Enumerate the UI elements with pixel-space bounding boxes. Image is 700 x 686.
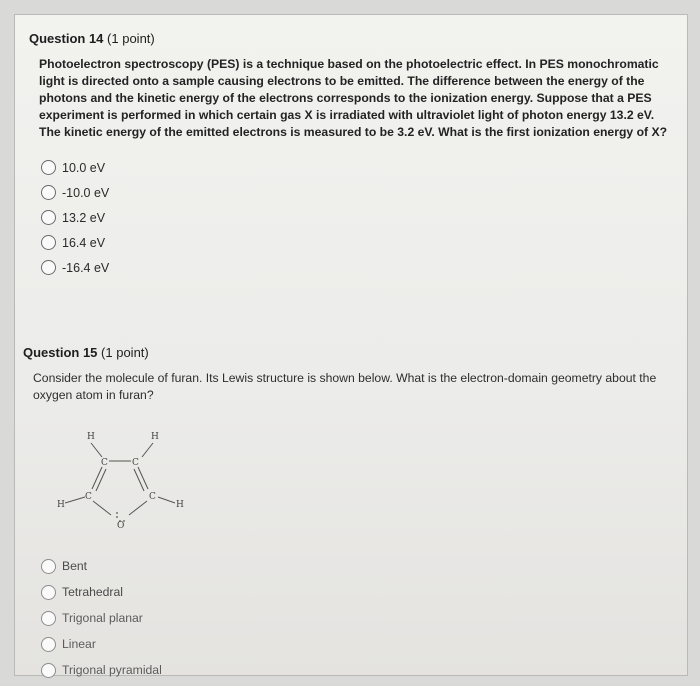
q15-option-2[interactable] <box>41 579 162 605</box>
atom-h-top-left: H <box>87 432 95 442</box>
bond-c-c-left-b <box>96 469 106 491</box>
atom-c-top-right: C <box>132 458 139 468</box>
q15-option-3[interactable] <box>41 605 162 631</box>
radio-icon[interactable] <box>41 585 56 600</box>
q15-option-5[interactable] <box>41 657 162 683</box>
bond-c-o-left <box>93 501 111 515</box>
question-14-stem: Photoelectron spectroscopy (PES) is a technique based on the photoelectric effect. In PES monochromatic light is directed onto a sample causing electrons to be emitted. The difference between the energy of the photons and the kinetic energy of the electrons corresponds to the ionization energy. Suppose that a PES experiment is performed in which certain gas X is irradiated with ultraviolet light of photon energy 13.2 eV. The kinetic energy of the emitted electrons is measured to be 3.2 eV. What is the first ionization energy of X? <box>39 57 668 139</box>
q15-option-1[interactable] <box>41 553 162 579</box>
question-15-title: Question 15 <box>23 345 98 360</box>
radio-icon[interactable] <box>41 160 56 175</box>
bond-h-top-left <box>91 443 102 457</box>
question-14-header <box>29 31 669 46</box>
q14-option-1[interactable] <box>41 155 669 180</box>
bond-c-c-left-a <box>92 467 102 489</box>
furan-lewis-structure <box>45 425 205 533</box>
q14-option-3[interactable] <box>41 205 669 230</box>
q14-option-5[interactable] <box>41 255 669 280</box>
bond-c-c-right-a <box>138 467 148 489</box>
radio-icon[interactable] <box>41 559 56 574</box>
q15-option-4[interactable] <box>41 631 162 657</box>
atom-c-left: C <box>85 492 92 502</box>
q14-option-label: -10.0 eV <box>62 185 110 200</box>
question-15-points: (1 point) <box>101 345 149 360</box>
atom-oxygen: O <box>117 521 125 531</box>
lone-pair-dot <box>116 512 118 514</box>
q15-option-label: Trigonal planar <box>62 611 143 625</box>
radio-icon[interactable] <box>41 185 56 200</box>
atom-c-top-left: C <box>101 458 108 468</box>
bond-h-top-right <box>142 443 153 457</box>
question-14-points: (1 point) <box>107 31 155 46</box>
radio-icon[interactable] <box>41 611 56 626</box>
radio-icon[interactable] <box>41 663 56 678</box>
q14-option-4[interactable] <box>41 230 669 255</box>
q15-option-label: Linear <box>62 637 96 651</box>
q14-option-2[interactable] <box>41 180 669 205</box>
q15-option-label: Tetrahedral <box>62 585 123 599</box>
bond-h-right <box>158 497 175 503</box>
atom-h-right: H <box>176 500 184 510</box>
bond-h-left <box>65 497 85 503</box>
q14-option-label: -16.4 eV <box>62 260 110 275</box>
question-15-stem: Consider the molecule of furan. Its Lewis structure is shown below. What is the electron-domain geometry about the oxygen atom in furan? <box>33 371 657 402</box>
furan-structure-diagram <box>45 425 205 533</box>
question-14-title: Question 14 <box>29 31 104 46</box>
quiz-card <box>14 14 688 676</box>
atom-h-left: H <box>57 500 65 510</box>
radio-icon[interactable] <box>41 210 56 225</box>
q14-option-label: 16.4 eV <box>62 235 106 250</box>
bond-c-o-right <box>129 501 147 515</box>
radio-icon[interactable] <box>41 260 56 275</box>
q15-option-label: Bent <box>62 559 88 573</box>
q14-option-label: 13.2 eV <box>62 210 106 225</box>
question-15 <box>23 345 663 677</box>
radio-icon[interactable] <box>41 235 56 250</box>
atom-c-right: C <box>149 492 156 502</box>
question-15-options <box>41 553 162 683</box>
question-14 <box>29 31 669 280</box>
question-15-header <box>23 345 663 360</box>
radio-icon[interactable] <box>41 637 56 652</box>
q14-option-label: 10.0 eV <box>62 160 106 175</box>
lone-pair-dot <box>116 516 118 518</box>
bond-c-c-right-b <box>134 469 144 491</box>
q15-option-label: Trigonal pyramidal <box>62 663 162 677</box>
question-14-options <box>29 155 669 280</box>
atom-h-top-right: H <box>151 432 159 442</box>
